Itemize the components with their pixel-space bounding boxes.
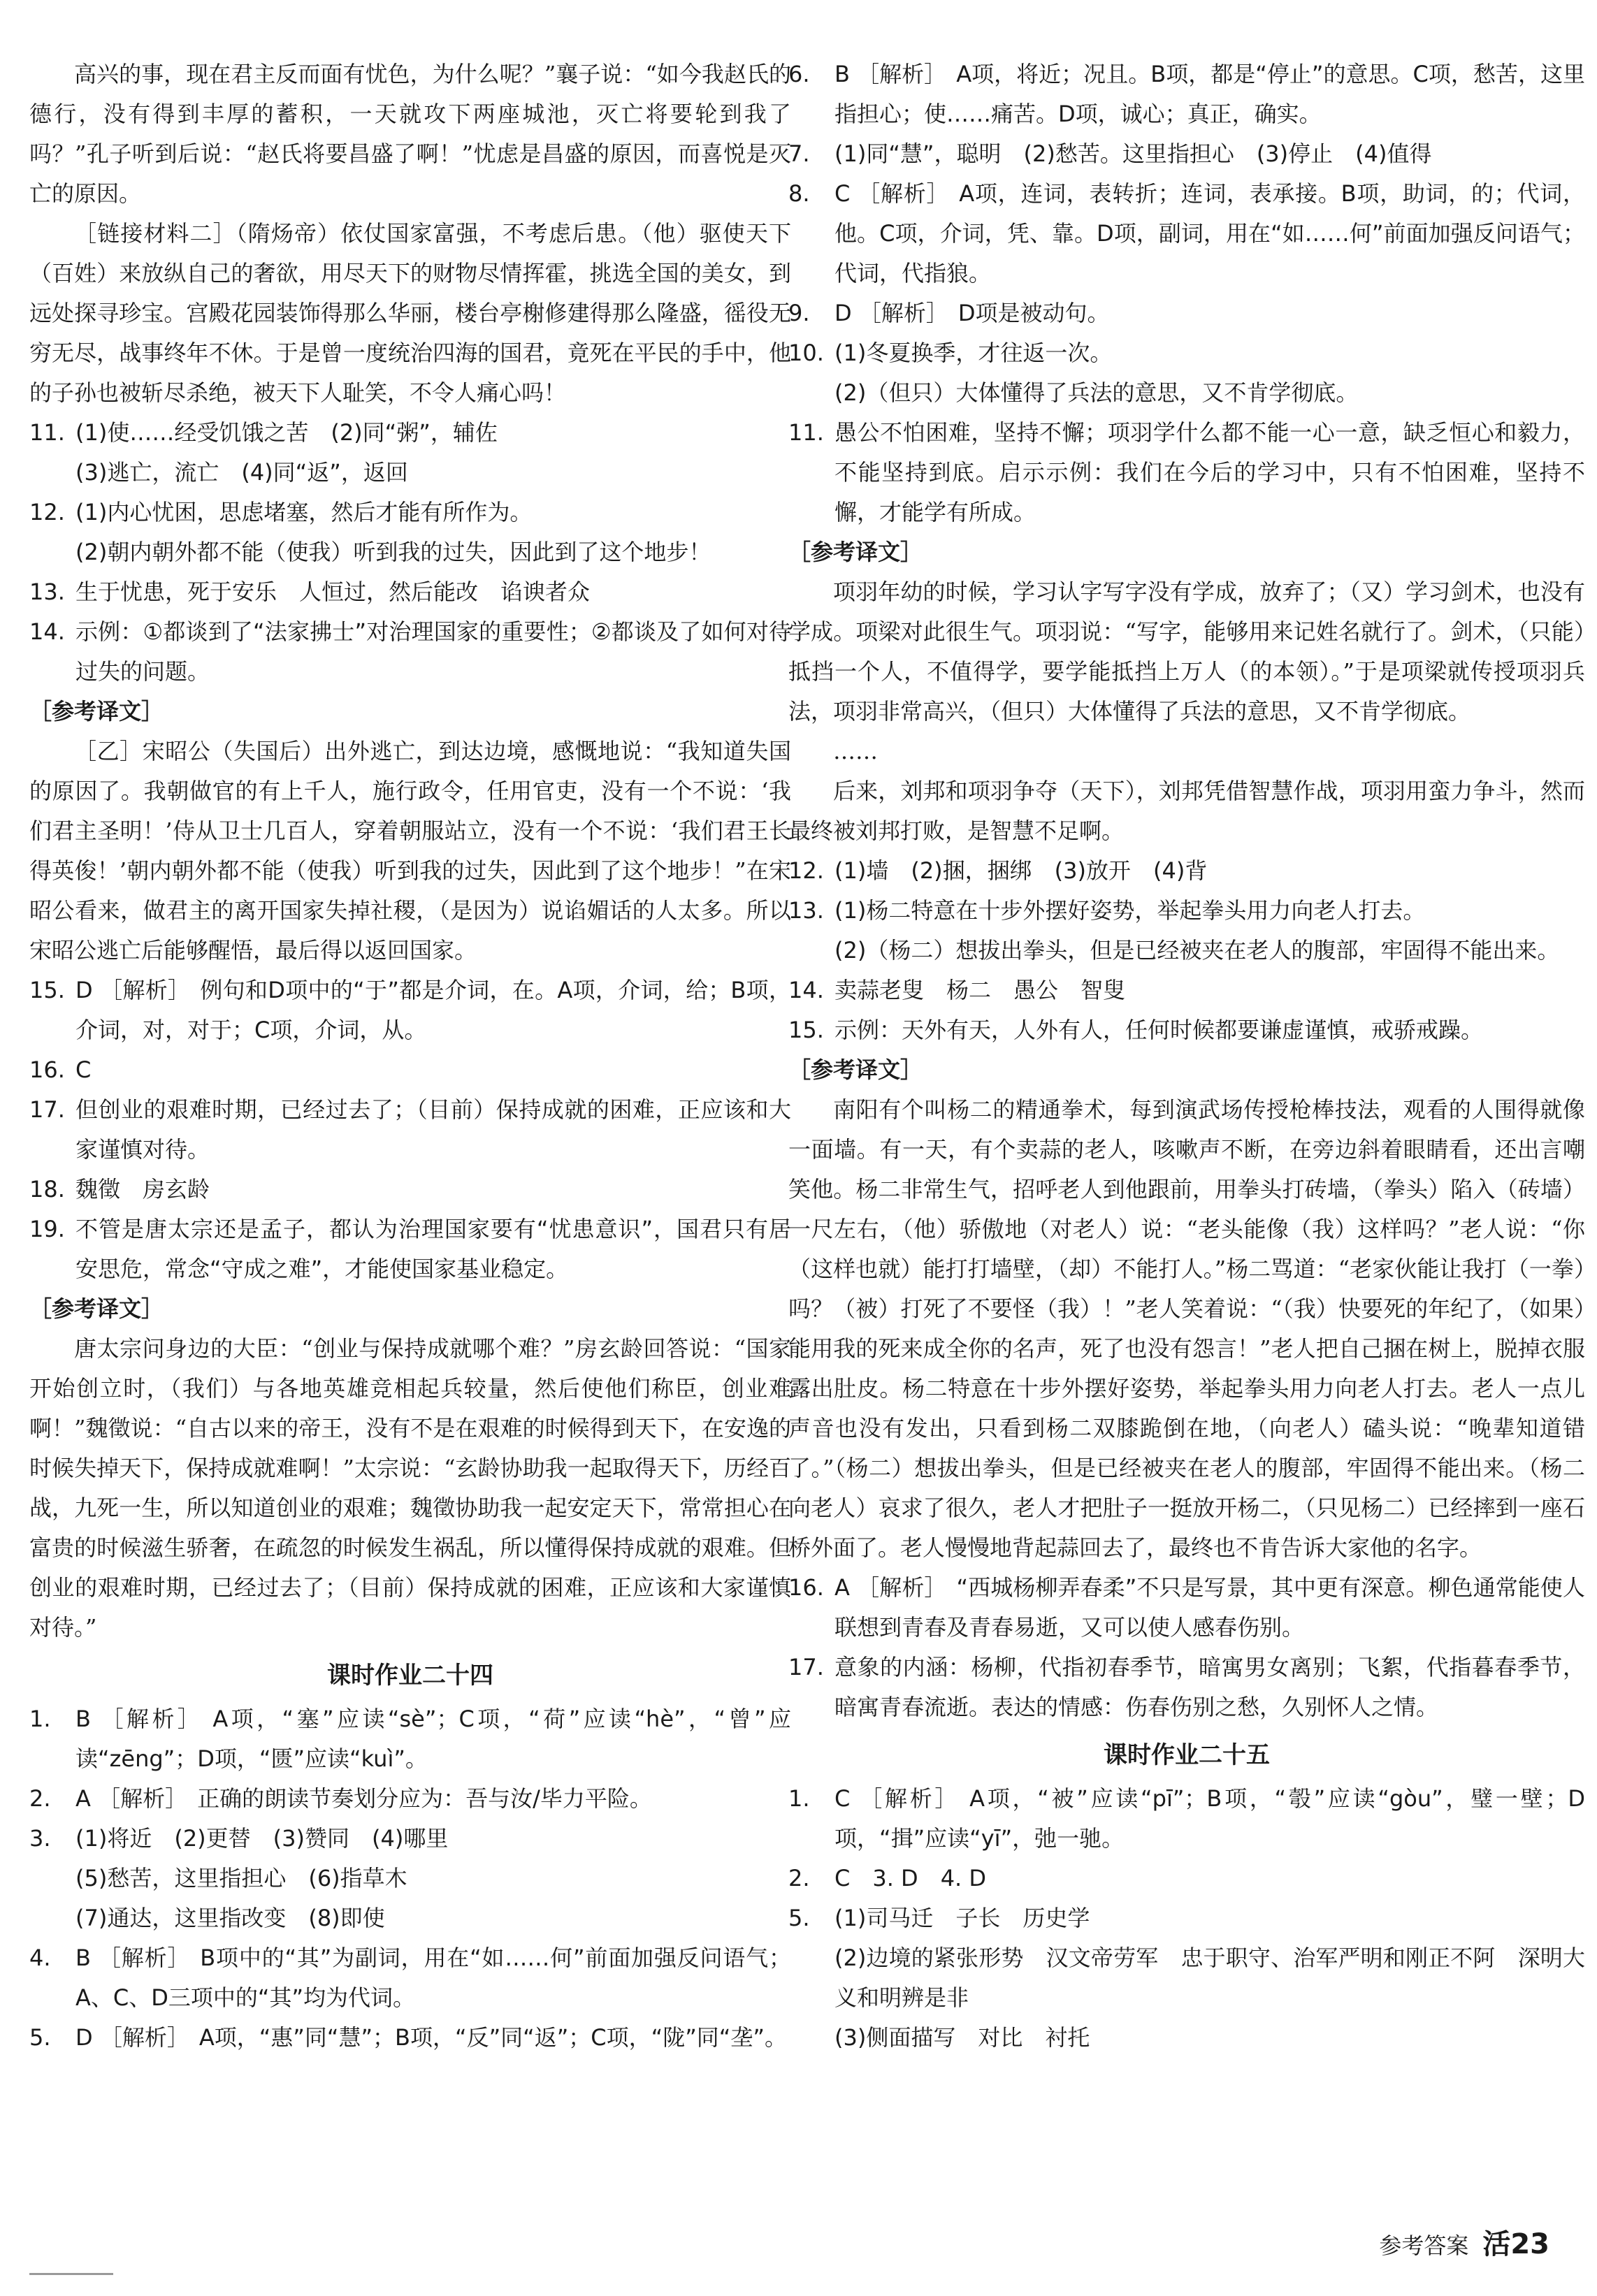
answer-body xyxy=(75,1209,791,1289)
bottom-rule xyxy=(29,2273,113,2275)
answer-body xyxy=(75,971,791,1050)
answer-text: 不管是唐太宗还是孟子，都认为治理国家要有“忧患意识”，国君只有居安思危，常念“守成之难”，才能使国家基业稳定。 xyxy=(75,1216,791,1282)
answer-number: 10. xyxy=(788,340,824,366)
answer-text: 但创业的艰难时期，已经过去了；（目前）保持成就的困难，正应该和大家谨慎对待。 xyxy=(75,1096,791,1163)
answer-line xyxy=(834,971,1585,1010)
answer-text: (1)墙 (2)捆，捆绑 (3)放开 (4)背 xyxy=(834,857,1208,884)
answer-text: C 3. D 4. D xyxy=(834,1865,987,1891)
answer-text: C xyxy=(75,1056,92,1083)
answer-number: 3. xyxy=(29,1825,51,1852)
reference-translation-title: ［参考译文］ xyxy=(788,1056,923,1083)
answer-line xyxy=(834,891,1585,931)
answer-body xyxy=(834,851,1585,891)
right-column xyxy=(788,55,1585,2058)
answer-text: A项，连词，表转折；连词，表承接。B项，助词，的；代词，他。C项，介词，凭、靠。D项，副词，用在“如……何”前面加强反问语气；代词，代指狼。 xyxy=(834,180,1585,286)
answer-line xyxy=(75,413,791,453)
answer-body xyxy=(75,493,791,572)
answer-number: 2. xyxy=(29,1785,51,1812)
answer-body xyxy=(75,1938,791,2018)
answer-number: 12. xyxy=(788,857,824,884)
answer-number: 1. xyxy=(29,1706,51,1732)
answer-item xyxy=(788,1779,1585,1859)
answer-item xyxy=(788,891,1585,971)
answer-item xyxy=(788,174,1585,293)
answer-number: 17. xyxy=(29,1096,65,1123)
answer-line xyxy=(75,1898,791,1938)
answer-item xyxy=(29,1209,791,1289)
answer-number: 5. xyxy=(788,1905,810,1931)
answer-number: 9. xyxy=(788,300,810,326)
answer-line xyxy=(834,1648,1585,1727)
answer-text: (1)杨二特意在十步外摆好姿势，举起拳头用力向老人打去。 xyxy=(834,897,1426,924)
answer-item xyxy=(788,413,1585,532)
answer-number: 14. xyxy=(788,977,824,1003)
section-title-25: 课时作业二十五 xyxy=(1104,1741,1270,1769)
answer-item xyxy=(788,134,1585,174)
answer-body xyxy=(75,1819,791,1938)
answer-item xyxy=(29,1050,791,1090)
answer-item xyxy=(29,1699,791,1779)
answer-line xyxy=(834,1859,1585,1898)
answer-text: A项，将近；况且。B项，都是“停止”的意思。C项，愁苦，这里指担心；使……痛苦。D项，诚心；真正，确实。 xyxy=(834,61,1585,127)
answer-tag: A ［解析］ xyxy=(75,1785,188,1812)
answer-tag: C ［解析］ xyxy=(834,180,950,207)
reference-translation-xiangyu xyxy=(788,572,1585,851)
answer-body xyxy=(834,1010,1585,1050)
answer-number: 1. xyxy=(788,1785,810,1812)
answer-line xyxy=(75,1699,791,1779)
answer-number: 4. xyxy=(29,1945,51,1971)
answer-text: 例句和D项中的“于”都是介词，在。A项，介词，给；B项，介词，对，对于；C项，介词，从。 xyxy=(75,977,791,1043)
page-number: 活23 xyxy=(1482,2228,1549,2260)
answer-text: (1)司马迁 子长 历史学 xyxy=(834,1905,1090,1931)
answer-body xyxy=(834,134,1585,174)
answer-number: 11. xyxy=(788,419,824,446)
answer-number: 14. xyxy=(29,618,65,645)
answers-16-17 xyxy=(788,1568,1585,1727)
translation-paragraph: ［链接材料二］（隋炀帝）依仗国家富强，不考虑后患。（他）驱使天下（百姓）来放纵自己的奢欲，用尽天下的财物尽情挥霍，挑选全国的美女，到远处探寻珍宝。宫殿花园装饰得那么华丽，楼台亭榭修建得那么隆盛，徭役无穷无尽，战事终年不休。于是曾一度统治四海的国君，竟死在平民的手中，他的子孙也被斩尽杀绝，被天下人耻笑，不令人痛心吗！ xyxy=(29,220,791,406)
answer-line xyxy=(834,1779,1585,1859)
answer-line xyxy=(834,1010,1585,1050)
answer-item xyxy=(29,1779,791,1819)
translation-paragraph: …… xyxy=(833,738,878,764)
answer-tag: D ［解析］ xyxy=(834,300,948,326)
answer-line xyxy=(75,971,791,1050)
answer-item xyxy=(29,572,791,612)
answer-number: 7. xyxy=(788,140,810,167)
answers-lesson-24 xyxy=(29,1699,791,2058)
answer-number: 15. xyxy=(29,977,65,1003)
answer-body xyxy=(75,2018,791,2058)
answer-line xyxy=(834,55,1585,134)
answers-6-11 xyxy=(788,55,1585,532)
answer-line xyxy=(834,413,1585,532)
answer-item xyxy=(788,1648,1585,1727)
answer-item xyxy=(29,413,791,493)
reference-translation-text: 唐太宗问身边的大臣：“创业与保持成就哪个难？”房玄龄回答说：“国家开始创立时，（我们）与各地英雄竞相起兵较量，然后使他们称臣，创业难啊！”魏徵说：“自古以来的帝王，没有不是在艰难的时候得到天下，在安逸的时候失掉天下，保持成就难啊！”太宗说：“玄龄协助我一起取得天下，历经百战，九死一生，所以知道创业的艰难；魏徵协助我一起安定天下，常常担心在富贵的时候滋生骄奢，在疏忽的时候发生祸乱，所以懂得保持成就的艰难。但创业的艰难时期，已经过去了；（目前）保持成就的困难，正应该和大家谨慎对待。” xyxy=(29,1335,791,1641)
answer-number: 12. xyxy=(29,499,65,525)
reference-translation-title: ［参考译文］ xyxy=(29,698,164,725)
answer-line xyxy=(75,493,791,532)
answer-item xyxy=(788,293,1585,333)
answer-item xyxy=(788,1010,1585,1050)
answer-line xyxy=(75,1050,791,1090)
answer-text: (2)（杨二）想拔出拳头，但是已经被夹在老人的腹部，牢固得不能出来。 xyxy=(834,937,1560,964)
answer-line xyxy=(834,174,1585,293)
answer-line xyxy=(834,851,1585,891)
answer-line xyxy=(834,931,1585,971)
answer-item xyxy=(29,493,791,572)
answer-line xyxy=(834,134,1585,174)
answers-11-14 xyxy=(29,413,791,692)
reference-translation-title: ［参考译文］ xyxy=(29,1295,164,1322)
answer-item xyxy=(788,1898,1585,2058)
answer-number: 16. xyxy=(29,1056,65,1083)
answer-tag: C ［解析］ xyxy=(834,1785,960,1812)
answer-number: 5. xyxy=(29,2024,51,2051)
answer-text: (2)（但只）大体懂得了兵法的意思，又不肯学彻底。 xyxy=(834,379,1359,406)
answers-12-15 xyxy=(788,851,1585,1050)
answer-line xyxy=(75,1090,791,1170)
answer-body xyxy=(75,1090,791,1170)
answer-line xyxy=(834,373,1585,413)
answer-body xyxy=(834,413,1585,532)
answer-line xyxy=(834,2018,1585,2058)
answer-tag: A ［解析］ xyxy=(834,1574,947,1601)
answer-text: 魏徵 房玄龄 xyxy=(75,1176,210,1203)
answer-body xyxy=(834,174,1585,293)
answer-body xyxy=(75,1170,791,1209)
answer-line xyxy=(75,1859,791,1898)
answer-number: 17. xyxy=(788,1654,824,1680)
section-title-24: 课时作业二十四 xyxy=(327,1662,493,1690)
translation-paragraph: 高兴的事，现在君主反而面有忧色，为什么呢？”襄子说：“如今我赵氏的德行，没有得到丰厚的蓄积，一天就攻下两座城池，灭亡将要轮到我了吗？”孔子听到后说：“赵氏将要昌盛了啊！”忧虑是昌盛的原因，而喜悦是灭亡的原因。 xyxy=(29,61,791,207)
answer-text: (7)通达，这里指改变 (8)即使 xyxy=(75,1905,385,1931)
translation-paragraph: 项羽年幼的时候，学习认字写字没有学成，放弃了；（又）学习剑术，也没有学成。项梁对此很生气。项羽说：“写字，能够用来记姓名就行了。剑术，（只能）抵挡一个人，不值得学，要学能抵挡上万人（的本领）。”于是项梁就传授项羽兵法，项羽非常高兴，（但只）大体懂得了兵法的意思，又不肯学彻底。 xyxy=(788,579,1585,725)
answer-item xyxy=(788,1859,1585,1898)
answer-number: 15. xyxy=(788,1017,824,1043)
answer-line xyxy=(75,532,791,572)
answer-tag: B ［解析］ xyxy=(834,61,947,87)
answer-tag: D ［解析］ xyxy=(75,2024,189,2051)
answer-number: 13. xyxy=(788,897,824,924)
answer-item xyxy=(788,55,1585,134)
answer-number: 13. xyxy=(29,579,65,605)
answer-text: 正确的朗读节奏划分应为：吾与汝/毕力平险。 xyxy=(197,1785,652,1812)
answer-item xyxy=(29,612,791,692)
answer-body xyxy=(834,293,1585,333)
page-footer xyxy=(1379,2222,1549,2262)
answer-text: A项，“被”应读“pī”；B项，“彀”应读“gòu”，璧一壁；D项，“揖”应读“yī”，弛一驰。 xyxy=(834,1785,1585,1852)
answer-item xyxy=(29,2018,791,2058)
answer-body xyxy=(75,572,791,612)
answer-text: (1)内心忧困，思虑堵塞，然后才能有所作为。 xyxy=(75,499,533,525)
answer-tag: B ［解析］ xyxy=(75,1945,191,1971)
answer-text: (1)使……经受饥饿之苦 (2)同“粥”，辅佐 xyxy=(75,419,498,446)
answer-item xyxy=(788,333,1585,413)
answer-line xyxy=(834,1898,1585,1938)
reference-translation-text: ［乙］宋昭公（失国后）出外逃亡，到达边境，感慨地说：“我知道失国的原因了。我朝做官的有上千人，施行政令，任用官吏，没有一个不说：‘我们君主圣明！’侍从卫士几百人，穿着朝服站立，没有一个不说：‘我们君王长得英俊！’朝内朝外都不能（使我）听到我的过失，因此到了这个地步！”在宋昭公看来，做君主的离开国家失掉社稷，（是因为）说谄媚话的人太多。所以宋昭公逃亡后能够醒悟，最后得以返回国家。 xyxy=(29,738,791,964)
answer-line xyxy=(75,453,791,493)
answer-text: B项中的“其”为副词，用在“如……何”前面加强反问语气；A、C、D三项中的“其”均为代词。 xyxy=(75,1945,791,2011)
answer-text: (3)侧面描写 对比 衬托 xyxy=(834,2024,1090,2051)
answer-text: “西城杨柳弄春柔”不只是写景，其中更有深意。柳色通常能使人联想到青春及青春易逝，又可以使人感春伤别。 xyxy=(834,1574,1585,1641)
answer-line xyxy=(75,1209,791,1289)
answer-text: 示例：①都谈到了“法家拂士”对治理国家的重要性；②都谈及了如何对待过失的问题。 xyxy=(75,618,791,685)
answer-text: (1)冬夏换季，才往返一次。 xyxy=(834,340,1113,366)
answers-15-19 xyxy=(29,971,791,1289)
answer-body xyxy=(834,1898,1585,2058)
answer-line xyxy=(834,1938,1585,2018)
answer-line xyxy=(75,572,791,612)
answer-number: 19. xyxy=(29,1216,65,1242)
answer-text: (2)朝内朝外都不能（使我）听到我的过失，因此到了这个地步！ xyxy=(75,539,711,565)
answer-text: D项是被动句。 xyxy=(958,300,1110,326)
answer-line xyxy=(75,1938,791,2018)
answer-number: 18. xyxy=(29,1176,65,1203)
left-column xyxy=(29,55,791,2058)
answer-item xyxy=(29,1819,791,1938)
answer-text: A项，“惠”同“慧”；B项，“反”同“返”；C项，“陇”同“垄”。 xyxy=(198,2024,787,2051)
answer-body xyxy=(834,971,1585,1010)
answer-number: 8. xyxy=(788,180,810,207)
reference-translation-text: 南阳有个叫杨二的精通拳术，每到演武场传授枪棒技法，观看的人围得就像一面墙。有一天，有个卖蒜的老人，咳嗽声不断，在旁边斜着眼睛看，还出言嘲笑他。杨二非常生气，招呼老人到他跟前，用拳头打砖墙，（拳头）陷入（砖墙）一尺左右，（他）骄傲地（对老人）说：“老头能像（我）这样吗？”老人说：“你（这样也就）能打打墙壁，（却）不能打人。”杨二骂道：“老家伙能让我打（一拳）吗？（被）打死了不要怪（我）！”老人笑着说：“（我）快要死的年纪了，（如果）能用我的死来成全你的名声，死了也没有怨言！”老人把自己捆在树上，脱掉衣服露出肚皮。杨二特意在十步外摆好姿势，举起拳头用力向老人打去。老人一点儿声音也没有发出，只看到杨二双膝跪倒在地，（向老人）磕头说：“晚辈知道错了。”（杨二）想拔出拳头，但是已经被夹在老人的腹部，牢固得不能出来。（杨二向老人）哀求了很久，老人才把肚子一挺放开杨二，（只见杨二）已经摔到一座石桥外面了。老人慢慢地背起蒜回去了，最终也不肯告诉大家他的名字。 xyxy=(788,1096,1585,1561)
answer-line xyxy=(75,1819,791,1859)
answer-text: (2)边境的紧张形势 汉文帝劳军 忠于职守、治军严明和刚正不阿 深明大义和明辨是非 xyxy=(834,1945,1585,2011)
answer-body xyxy=(834,1779,1585,1859)
answer-text: 生于忧患，死于安乐 人恒过，然后能改 谄谀者众 xyxy=(75,579,591,605)
answer-text: 意象的内涵：杨柳，代指初春季节，暗寓男女离别；飞絮，代指暮春季节，暗寓青春流逝。表达的情感：伤春伤别之愁，久别怀人之情。 xyxy=(834,1654,1585,1720)
answer-line xyxy=(834,293,1585,333)
answer-line xyxy=(75,2018,791,2058)
answer-body xyxy=(834,891,1585,971)
answer-tag: B ［解析］ xyxy=(75,1706,203,1732)
answer-tag: D ［解析］ xyxy=(75,977,191,1003)
answer-body xyxy=(75,1699,791,1779)
answer-line xyxy=(834,1568,1585,1648)
answer-item xyxy=(788,1568,1585,1648)
answer-body xyxy=(834,1859,1585,1898)
answer-line xyxy=(75,1170,791,1209)
answer-number: 16. xyxy=(788,1574,824,1601)
answer-number: 6. xyxy=(788,61,810,87)
answer-item xyxy=(788,851,1585,891)
answer-body xyxy=(834,333,1585,413)
answer-text: (1)将近 (2)更替 (3)赞同 (4)哪里 xyxy=(75,1825,449,1852)
answer-item xyxy=(788,971,1585,1010)
answer-item xyxy=(29,971,791,1050)
opening-translation xyxy=(29,55,791,413)
answer-body xyxy=(834,55,1585,134)
answer-body xyxy=(834,1568,1585,1648)
answers-lesson-25 xyxy=(788,1779,1585,2058)
answer-text: 示例：天外有天，人外有人，任何时候都要谦虚谨慎，戒骄戒躁。 xyxy=(834,1017,1484,1043)
footer-label: 参考答案 xyxy=(1379,2232,1469,2259)
answer-text: A项，“塞”应读“sè”；C项，“荷”应读“hè”，“曾”应读“zēng”；D项，“匮”应读“kuì”。 xyxy=(75,1706,791,1772)
answer-line xyxy=(75,612,791,692)
answer-item xyxy=(29,1938,791,2018)
answer-number: 2. xyxy=(788,1865,810,1891)
answer-text: (1)同“慧”，聪明 (2)愁苦。这里指担心 (3)停止 (4)值得 xyxy=(834,140,1432,167)
answer-body xyxy=(75,1779,791,1819)
answer-text: (5)愁苦，这里指担心 (6)指草木 xyxy=(75,1865,407,1891)
reference-translation-title: ［参考译文］ xyxy=(788,539,923,565)
answer-body xyxy=(75,1050,791,1090)
answer-line xyxy=(834,333,1585,373)
answer-item xyxy=(29,1170,791,1209)
answer-text: (3)逃亡，流亡 (4)同“返”，返回 xyxy=(75,459,408,486)
answer-line xyxy=(75,1779,791,1819)
answer-text: 卖蒜老叟 杨二 愚公 智叟 xyxy=(834,977,1126,1003)
answer-text: 愚公不怕困难，坚持不懈；项羽学什么都不能一心一意，缺乏恒心和毅力，不能坚持到底。启示示例：我们在今后的学习中，只有不怕困难，坚持不懈，才能学有所成。 xyxy=(834,419,1585,525)
translation-paragraph: 后来，刘邦和项羽争夺（天下），刘邦凭借智慧作战，项羽用蛮力争斗，然而最终被刘邦打败，是智慧不足啊。 xyxy=(788,778,1585,844)
answer-body xyxy=(75,612,791,692)
answer-body xyxy=(75,413,791,493)
answer-body xyxy=(834,1648,1585,1727)
answer-number: 11. xyxy=(29,419,65,446)
answer-item xyxy=(29,1090,791,1170)
